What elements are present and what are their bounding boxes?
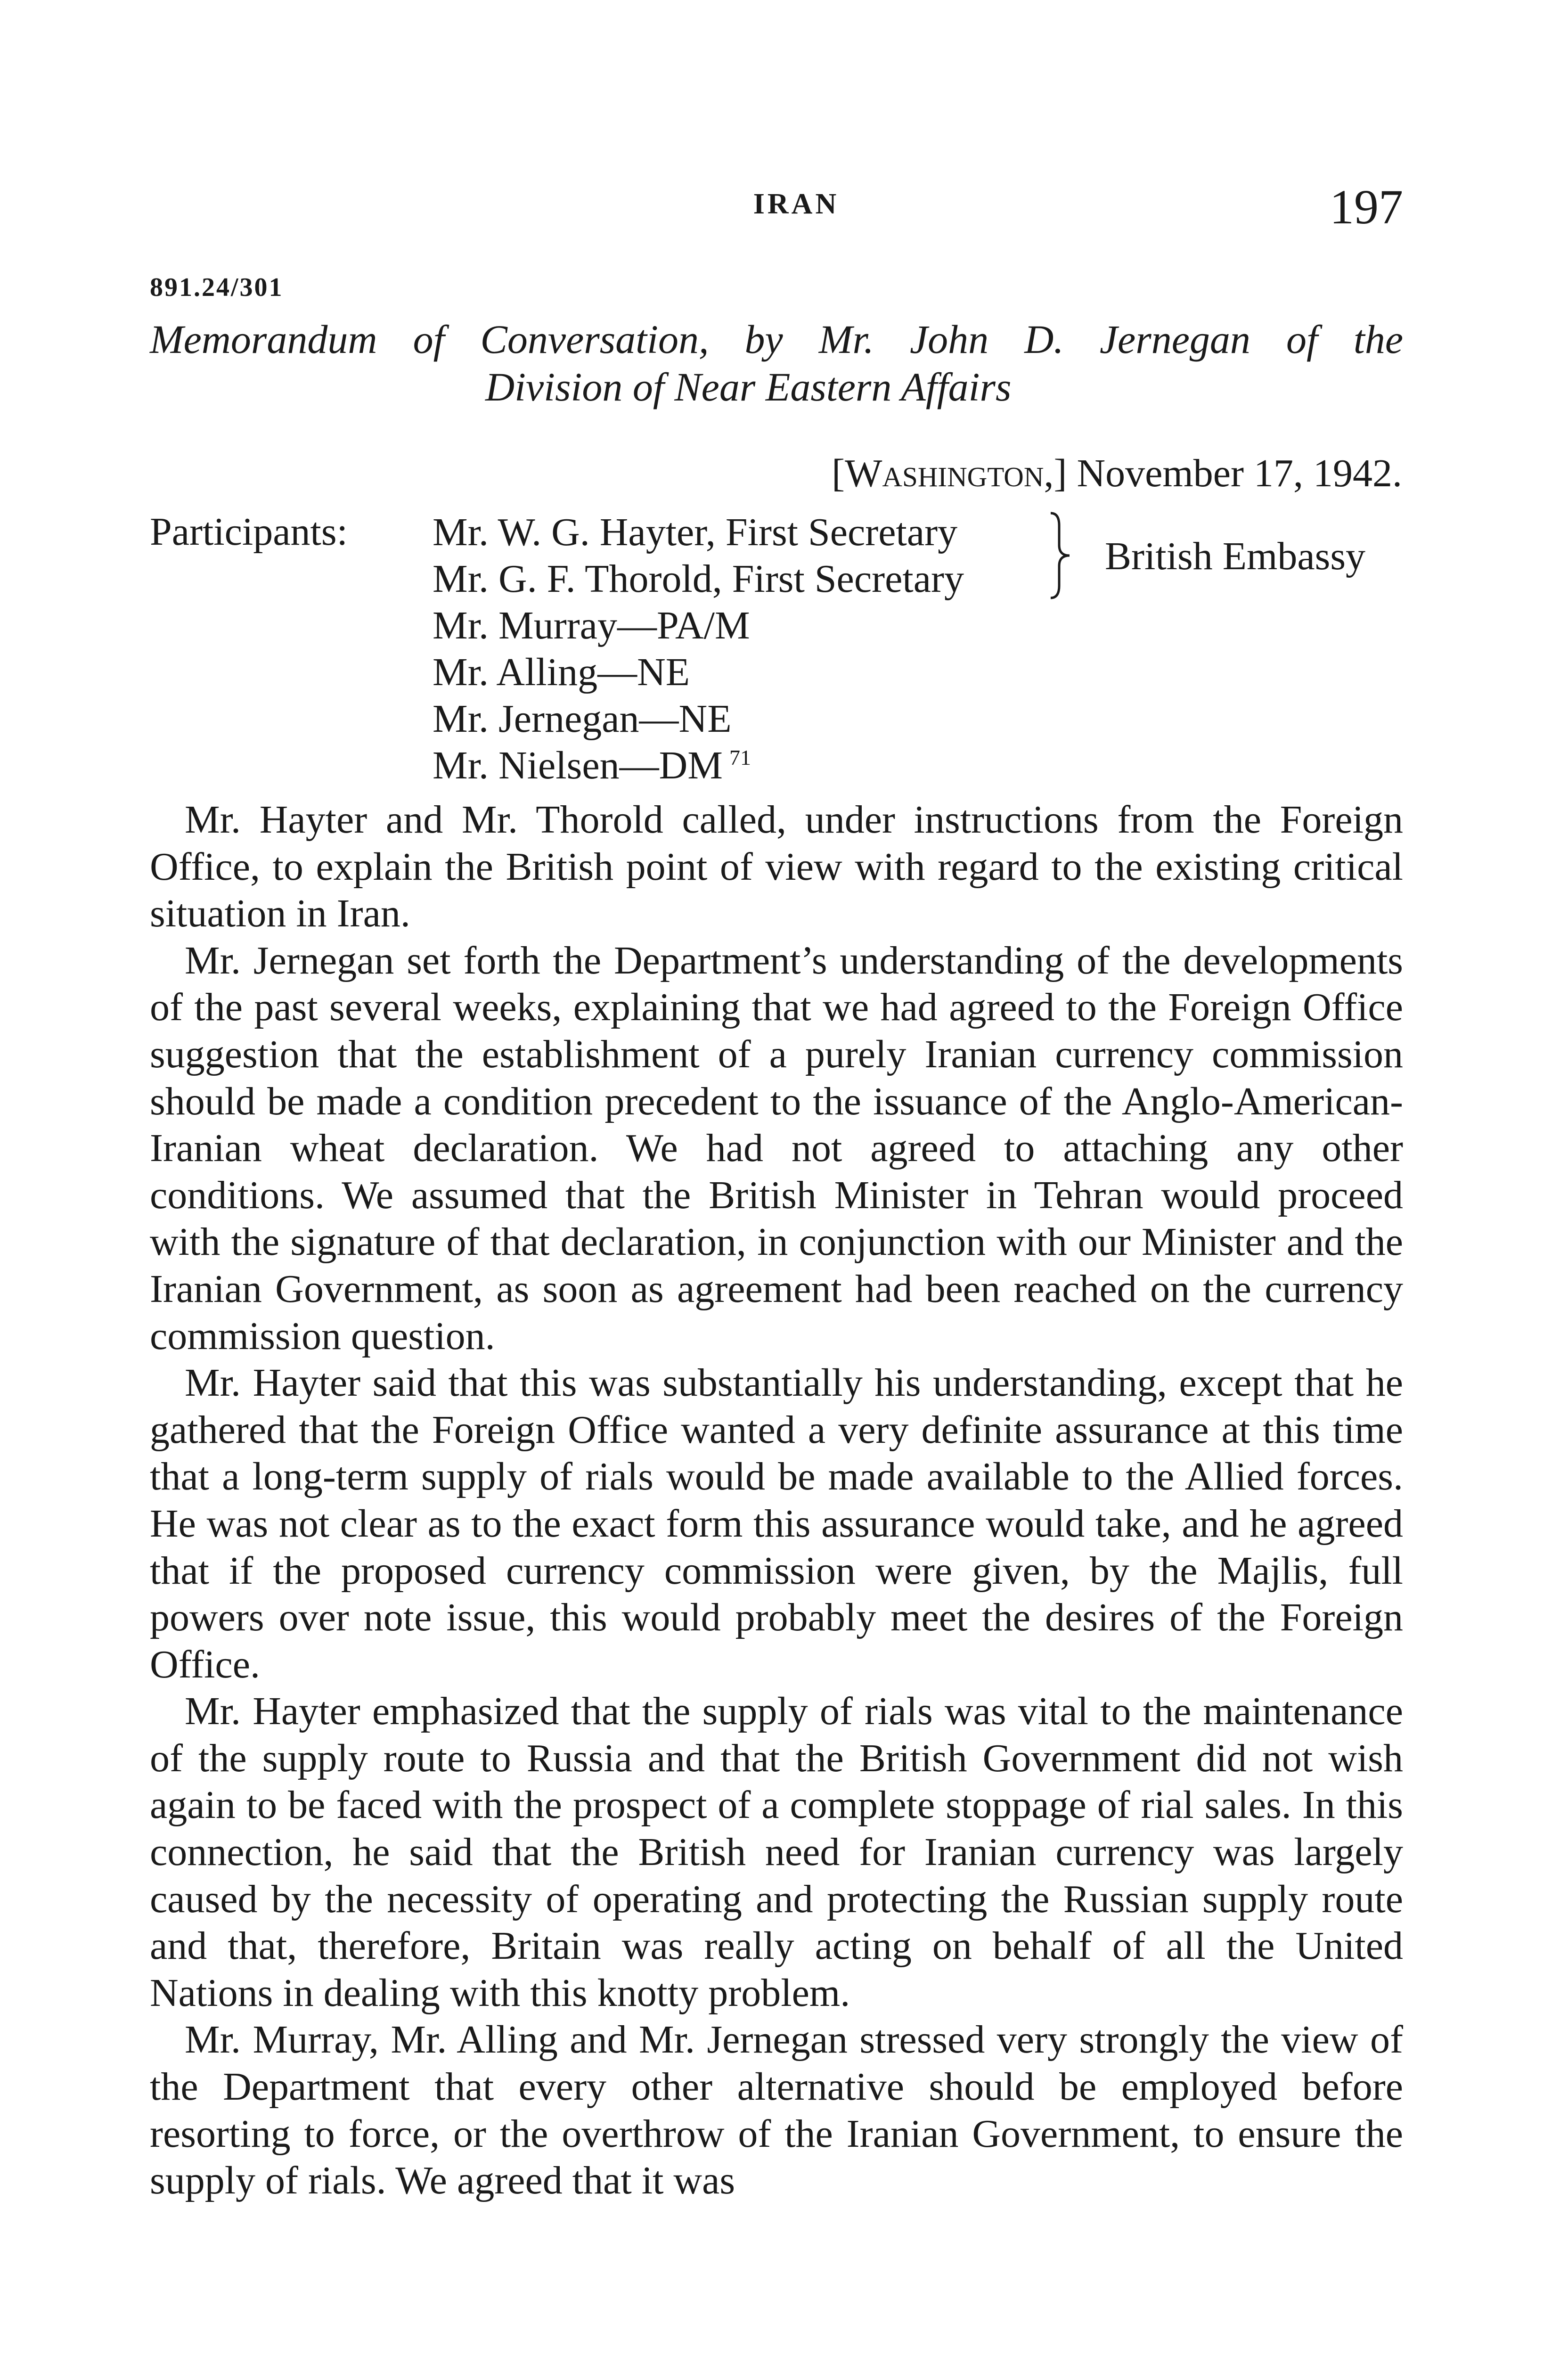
footnote-reference: 71	[729, 745, 751, 769]
page-number: 197	[1330, 180, 1403, 234]
affiliation-label: British Embassy	[1105, 534, 1366, 578]
participant-item: Mr. Jernegan—NE	[433, 697, 732, 741]
file-number: 891.24/301	[150, 273, 284, 302]
memorandum-body	[150, 796, 1403, 2204]
dateline	[832, 450, 1402, 496]
brace-icon	[1047, 511, 1075, 600]
participant-item: Mr. W. G. Hayter, First Secretary	[433, 510, 958, 554]
participant-item-with-note	[433, 742, 964, 789]
body-paragraph: Mr. Jernegan set forth the Department’s understanding of the developments of the past several weeks, explaining that we had agreed to the Foreign Office suggestion that the establishment of a purely Iranian currency commission should be made a condition precedent to the issuance of the Anglo-American-Iranian wheat declaration. We had not agreed to attaching any other conditions. We assumed that the British Minister in Tehran would proceed with the signature of that declaration, in conjunction with our Minister and the Iranian Government, as soon as agreement had been reached on the currency commission question.	[150, 938, 1403, 1358]
document-title-line-1: Memorandum of Conversation, by Mr. John D. Jernegan of the	[150, 317, 1403, 362]
body-paragraph: Mr. Hayter said that this was substantially his understanding, except that he gathered that the Foreign Office wanted a very definite assurance at this time that a long-term supply of rials would be made available to the Allied forces. He was not clear as to the exact form this assurance would take, and he agreed that if the proposed currency commission were given, by the Majlis, full powers over note issue, this would probably meet the desires of the Foreign Office.	[150, 1361, 1403, 1686]
dateline-date: November 17, 1942.	[1077, 451, 1402, 495]
dateline-place: [Washington,]	[832, 451, 1067, 495]
participants-list	[433, 509, 964, 789]
document-title-line-2: Division of Near Eastern Affairs	[485, 364, 1012, 409]
participant-item: Mr. Murray—PA/M	[433, 604, 750, 647]
body-paragraph: Mr. Hayter emphasized that the supply of rials was vital to the maintenance of the supply route to Russia and that the British Government did not wish again to be faced with the prospect of a complete stoppage of rial sales. In this connection, he said that the British need for Iranian currency was largely caused by the necessity of operating and protecting the Russian supply route and that, therefore, Britain was really acting on behalf of all the United Nations in dealing with this knotty problem.	[150, 1689, 1403, 2015]
participant-item: Mr. Alling—NE	[433, 650, 690, 694]
participants-label: Participants:	[150, 510, 348, 554]
running-header: IRAN	[753, 188, 840, 220]
body-paragraph: Mr. Murray, Mr. Alling and Mr. Jernegan stressed very strongly the view of the Department that every other alternative should be employed before resorting to force, or the overthrow of the Iranian Government, to ensure the supply of rials. We agreed that it was	[150, 2018, 1403, 2203]
document-title	[150, 316, 1403, 410]
participant-item: Mr. G. F. Thorold, First Secretary	[433, 557, 964, 601]
participant-item: Mr. Nielsen—DM	[433, 744, 723, 787]
body-paragraph: Mr. Hayter and Mr. Thorold called, under instructions from the Foreign Office, to explain the British point of view with regard to the existing critical situation in Iran.	[150, 798, 1403, 936]
